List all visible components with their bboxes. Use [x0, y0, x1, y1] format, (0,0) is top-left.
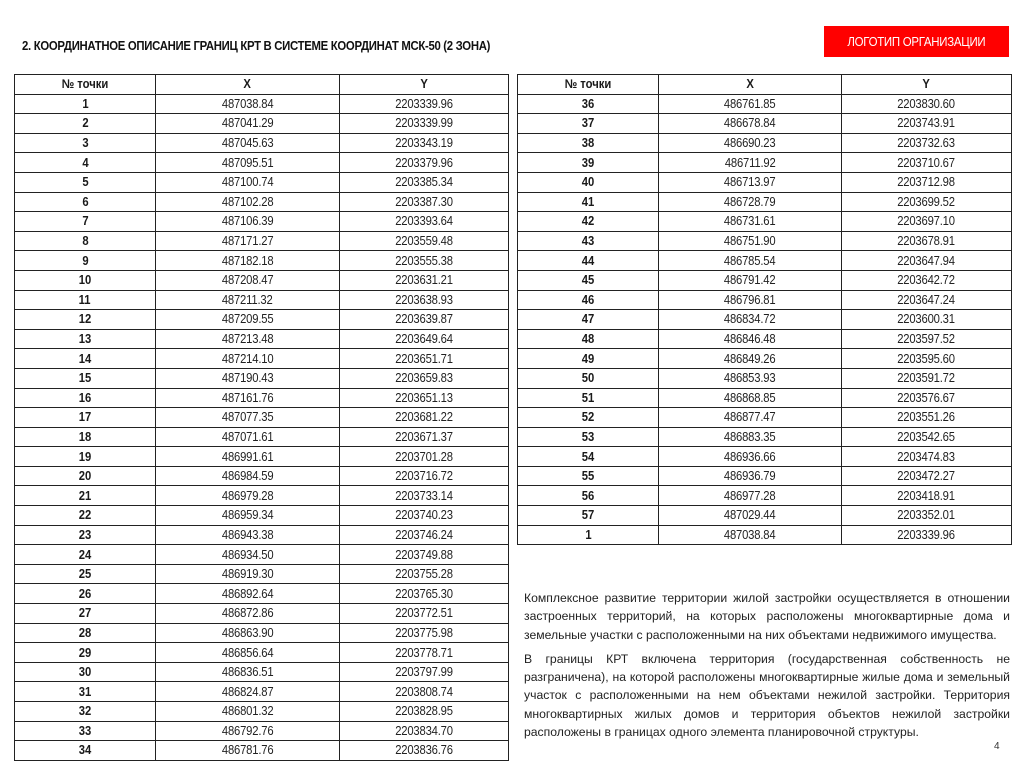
x-coordinate-cell: 486892.64: [156, 584, 340, 604]
x-coordinate-cell: 486761.85: [659, 94, 842, 114]
x-coordinate-cell: 487182.18: [156, 251, 340, 271]
y-coordinate-cell: 2203638.93: [340, 290, 509, 310]
x-coordinate-cell: 486846.48: [659, 329, 842, 349]
x-coordinate-cell: 487190.43: [156, 368, 340, 388]
x-coordinate-cell: 486936.79: [659, 466, 842, 486]
point-number-cell: 55: [518, 466, 659, 486]
table-row: [15, 466, 509, 486]
x-coordinate-cell: 487100.74: [156, 172, 340, 192]
y-coordinate-cell: 2203836.76: [340, 741, 509, 761]
table-row: [15, 270, 509, 290]
x-coordinate-cell: 487071.61: [156, 427, 340, 447]
table-row: [518, 231, 1012, 251]
point-number-cell: 15: [15, 368, 156, 388]
x-coordinate-cell: 486943.38: [156, 525, 340, 545]
y-coordinate-cell: 2203555.38: [340, 251, 509, 271]
point-number-cell: 22: [15, 506, 156, 526]
y-coordinate-cell: 2203712.98: [842, 172, 1012, 192]
x-coordinate-cell: 487209.55: [156, 310, 340, 330]
point-number-cell: 38: [518, 133, 659, 153]
point-number-cell: 39: [518, 153, 659, 173]
y-coordinate-cell: 2203755.28: [340, 564, 509, 584]
table-row: [15, 682, 509, 702]
table-row: [15, 584, 509, 604]
table-row: [15, 329, 509, 349]
x-coordinate-cell: 486979.28: [156, 486, 340, 506]
x-coordinate-cell: 487077.35: [156, 408, 340, 428]
x-coordinate-cell: 486853.93: [659, 368, 842, 388]
y-coordinate-cell: 2203830.60: [842, 94, 1012, 114]
y-coordinate-cell: 2203699.52: [842, 192, 1012, 212]
y-coordinate-cell: 2203749.88: [340, 545, 509, 565]
table-row: [15, 564, 509, 584]
x-coordinate-cell: 486801.32: [156, 702, 340, 722]
x-coordinate-cell: 486713.97: [659, 172, 842, 192]
column-header-point-number: № точки: [518, 75, 659, 95]
y-coordinate-cell: 2203339.96: [340, 94, 509, 114]
point-number-cell: 18: [15, 427, 156, 447]
point-number-cell: 25: [15, 564, 156, 584]
point-number-cell: 1: [15, 94, 156, 114]
table-row: [518, 192, 1012, 212]
y-coordinate-cell: 2203671.37: [340, 427, 509, 447]
point-number-cell: 9: [15, 251, 156, 271]
x-coordinate-cell: 487095.51: [156, 153, 340, 173]
x-coordinate-cell: 486883.35: [659, 427, 842, 447]
point-number-cell: 48: [518, 329, 659, 349]
table-row: [15, 368, 509, 388]
y-coordinate-cell: 2203678.91: [842, 231, 1012, 251]
table-row: [518, 310, 1012, 330]
y-coordinate-cell: 2203639.87: [340, 310, 509, 330]
x-coordinate-cell: 486936.66: [659, 447, 842, 467]
y-coordinate-cell: 2203418.91: [842, 486, 1012, 506]
point-number-cell: 20: [15, 466, 156, 486]
y-coordinate-cell: 2203343.19: [340, 133, 509, 153]
y-coordinate-cell: 2203597.52: [842, 329, 1012, 349]
table-row: [15, 212, 509, 232]
point-number-cell: 34: [15, 741, 156, 761]
point-number-cell: 3: [15, 133, 156, 153]
table-row: [15, 172, 509, 192]
y-coordinate-cell: 2203808.74: [340, 682, 509, 702]
point-number-cell: 8: [15, 231, 156, 251]
y-coordinate-cell: 2203659.83: [340, 368, 509, 388]
organization-logo-placeholder: [824, 26, 1009, 57]
table-row: [15, 114, 509, 134]
table-row: [15, 310, 509, 330]
y-coordinate-cell: 2203697.10: [842, 212, 1012, 232]
x-coordinate-cell: 486785.54: [659, 251, 842, 271]
y-coordinate-cell: 2203732.63: [842, 133, 1012, 153]
table-row: [518, 525, 1012, 545]
x-coordinate-cell: 486849.26: [659, 349, 842, 369]
x-coordinate-cell: 486877.47: [659, 408, 842, 428]
table-row: [518, 447, 1012, 467]
table-header-row: [15, 75, 509, 95]
y-coordinate-cell: 2203387.30: [340, 192, 509, 212]
y-coordinate-cell: 2203765.30: [340, 584, 509, 604]
y-coordinate-cell: 2203647.24: [842, 290, 1012, 310]
table-row: [518, 506, 1012, 526]
table-row: [518, 388, 1012, 408]
point-number-cell: 54: [518, 447, 659, 467]
point-number-cell: 45: [518, 270, 659, 290]
x-coordinate-cell: 486751.90: [659, 231, 842, 251]
point-number-cell: 4: [15, 153, 156, 173]
point-number-cell: 1: [518, 525, 659, 545]
y-coordinate-cell: 2203379.96: [340, 153, 509, 173]
point-number-cell: 5: [15, 172, 156, 192]
x-coordinate-cell: 486856.64: [156, 643, 340, 663]
y-coordinate-cell: 2203681.22: [340, 408, 509, 428]
point-number-cell: 17: [15, 408, 156, 428]
x-coordinate-cell: 486690.23: [659, 133, 842, 153]
y-coordinate-cell: 2203701.28: [340, 447, 509, 467]
table-row: [518, 153, 1012, 173]
table-row: [518, 290, 1012, 310]
page-number: 4: [994, 741, 1000, 752]
y-coordinate-cell: 2203743.91: [842, 114, 1012, 134]
point-number-cell: 37: [518, 114, 659, 134]
x-coordinate-cell: 487213.48: [156, 329, 340, 349]
x-coordinate-cell: 486678.84: [659, 114, 842, 134]
point-number-cell: 27: [15, 604, 156, 624]
table-row: [15, 290, 509, 310]
x-coordinate-cell: 486919.30: [156, 564, 340, 584]
point-number-cell: 52: [518, 408, 659, 428]
point-number-cell: 36: [518, 94, 659, 114]
point-number-cell: 50: [518, 368, 659, 388]
x-coordinate-cell: 487208.47: [156, 270, 340, 290]
x-coordinate-cell: 486959.34: [156, 506, 340, 526]
table-row: [15, 231, 509, 251]
table-row: [518, 114, 1012, 134]
table-row: [15, 349, 509, 369]
x-coordinate-cell: 487161.76: [156, 388, 340, 408]
y-coordinate-cell: 2203559.48: [340, 231, 509, 251]
description-paragraph-2: В границы КРТ включена территория (государственная собственность не разграничена), на которой расположены многоквартирные жилые дома и земельный участок с расположенными на нем объектами нежилой застройки. Территория многоквартирных жилых домов и территория объектов нежилой застройки расположены в границах одного элемента планировочной структуры.: [524, 651, 1010, 740]
table-row: [15, 623, 509, 643]
table-row: [15, 153, 509, 173]
x-coordinate-cell: 486991.61: [156, 447, 340, 467]
coordinates-table-left-body: [15, 94, 509, 760]
table-row: [15, 251, 509, 271]
table-row: [518, 94, 1012, 114]
x-coordinate-cell: 486984.59: [156, 466, 340, 486]
y-coordinate-cell: 2203576.67: [842, 388, 1012, 408]
y-coordinate-cell: 2203631.21: [340, 270, 509, 290]
table-row: [518, 349, 1012, 369]
table-row: [15, 447, 509, 467]
table-row: [518, 408, 1012, 428]
y-coordinate-cell: 2203710.67: [842, 153, 1012, 173]
y-coordinate-cell: 2203591.72: [842, 368, 1012, 388]
table-row: [15, 133, 509, 153]
x-coordinate-cell: 487045.63: [156, 133, 340, 153]
y-coordinate-cell: 2203740.23: [340, 506, 509, 526]
table-row: [518, 212, 1012, 232]
y-coordinate-cell: 2203775.98: [340, 623, 509, 643]
table-row: [15, 545, 509, 565]
x-coordinate-cell: 486868.85: [659, 388, 842, 408]
x-coordinate-cell: 486796.81: [659, 290, 842, 310]
coordinates-table-right: [517, 74, 1012, 545]
y-coordinate-cell: 2203828.95: [340, 702, 509, 722]
column-header-point-number: № точки: [15, 75, 156, 95]
point-number-cell: 43: [518, 231, 659, 251]
y-coordinate-cell: 2203393.64: [340, 212, 509, 232]
table-row: [15, 486, 509, 506]
x-coordinate-cell: 486791.42: [659, 270, 842, 290]
y-coordinate-cell: 2203385.34: [340, 172, 509, 192]
point-number-cell: 11: [15, 290, 156, 310]
table-row: [15, 427, 509, 447]
y-coordinate-cell: 2203551.26: [842, 408, 1012, 428]
logo-label: ЛОГОТИП ОРГАНИЗАЦИИ: [847, 34, 986, 49]
x-coordinate-cell: 487214.10: [156, 349, 340, 369]
y-coordinate-cell: 2203797.99: [340, 662, 509, 682]
point-number-cell: 31: [15, 682, 156, 702]
point-number-cell: 13: [15, 329, 156, 349]
x-coordinate-cell: 487106.39: [156, 212, 340, 232]
x-coordinate-cell: 486977.28: [659, 486, 842, 506]
table-row: [518, 427, 1012, 447]
point-number-cell: 47: [518, 310, 659, 330]
table-row: [518, 486, 1012, 506]
y-coordinate-cell: 2203647.94: [842, 251, 1012, 271]
point-number-cell: 33: [15, 721, 156, 741]
y-coordinate-cell: 2203352.01: [842, 506, 1012, 526]
y-coordinate-cell: 2203642.72: [842, 270, 1012, 290]
x-coordinate-cell: 486872.86: [156, 604, 340, 624]
table-row: [518, 368, 1012, 388]
point-number-cell: 57: [518, 506, 659, 526]
y-coordinate-cell: 2203649.64: [340, 329, 509, 349]
y-coordinate-cell: 2203733.14: [340, 486, 509, 506]
x-coordinate-cell: 487211.32: [156, 290, 340, 310]
point-number-cell: 49: [518, 349, 659, 369]
point-number-cell: 44: [518, 251, 659, 271]
point-number-cell: 28: [15, 623, 156, 643]
column-header-x: X: [659, 75, 842, 95]
point-number-cell: 19: [15, 447, 156, 467]
y-coordinate-cell: 2203651.71: [340, 349, 509, 369]
column-header-y: Y: [842, 75, 1012, 95]
description-text: [524, 589, 1010, 747]
table-row: [518, 172, 1012, 192]
point-number-cell: 6: [15, 192, 156, 212]
point-number-cell: 30: [15, 662, 156, 682]
y-coordinate-cell: 2203339.99: [340, 114, 509, 134]
table-row: [15, 192, 509, 212]
point-number-cell: 23: [15, 525, 156, 545]
table-row: [15, 741, 509, 761]
point-number-cell: 51: [518, 388, 659, 408]
table-row: [15, 721, 509, 741]
table-row: [15, 388, 509, 408]
y-coordinate-cell: 2203542.65: [842, 427, 1012, 447]
x-coordinate-cell: 487171.27: [156, 231, 340, 251]
table-row: [15, 643, 509, 663]
table-row: [15, 525, 509, 545]
x-coordinate-cell: 487102.28: [156, 192, 340, 212]
point-number-cell: 29: [15, 643, 156, 663]
point-number-cell: 16: [15, 388, 156, 408]
coordinates-table-right-body: [518, 94, 1012, 545]
x-coordinate-cell: 486863.90: [156, 623, 340, 643]
y-coordinate-cell: 2203600.31: [842, 310, 1012, 330]
table-row: [518, 270, 1012, 290]
y-coordinate-cell: 2203772.51: [340, 604, 509, 624]
point-number-cell: 42: [518, 212, 659, 232]
table-row: [15, 408, 509, 428]
point-number-cell: 21: [15, 486, 156, 506]
point-number-cell: 46: [518, 290, 659, 310]
x-coordinate-cell: 486711.92: [659, 153, 842, 173]
point-number-cell: 7: [15, 212, 156, 232]
x-coordinate-cell: 486781.76: [156, 741, 340, 761]
y-coordinate-cell: 2203716.72: [340, 466, 509, 486]
point-number-cell: 10: [15, 270, 156, 290]
coordinates-table-left: [14, 74, 509, 761]
x-coordinate-cell: 487038.84: [156, 94, 340, 114]
x-coordinate-cell: 487029.44: [659, 506, 842, 526]
description-paragraph-1: Комплексное развитие территории жилой застройки осуществляется в отношении застроенных территорий, на которых расположены многоквартирные дома и земельные участки с расположенными на них объектами недвижимого имущества.: [524, 591, 1010, 642]
table-row: [518, 133, 1012, 153]
point-number-cell: 14: [15, 349, 156, 369]
x-coordinate-cell: 486834.72: [659, 310, 842, 330]
y-coordinate-cell: 2203651.13: [340, 388, 509, 408]
column-header-x: X: [156, 75, 340, 95]
column-header-y: Y: [340, 75, 509, 95]
x-coordinate-cell: 487041.29: [156, 114, 340, 134]
point-number-cell: 41: [518, 192, 659, 212]
table-row: [15, 94, 509, 114]
x-coordinate-cell: 486792.76: [156, 721, 340, 741]
point-number-cell: 2: [15, 114, 156, 134]
x-coordinate-cell: 486824.87: [156, 682, 340, 702]
table-row: [15, 662, 509, 682]
table-row: [15, 506, 509, 526]
y-coordinate-cell: 2203834.70: [340, 721, 509, 741]
point-number-cell: 56: [518, 486, 659, 506]
y-coordinate-cell: 2203746.24: [340, 525, 509, 545]
table-row: [518, 329, 1012, 349]
y-coordinate-cell: 2203339.96: [842, 525, 1012, 545]
table-header-row: [518, 75, 1012, 95]
page-title: 2. КООРДИНАТНОЕ ОПИСАНИЕ ГРАНИЦ КРТ В СИСТЕМЕ КООРДИНАТ МСК-50 (2 ЗОНА): [22, 38, 491, 53]
table-row: [15, 702, 509, 722]
point-number-cell: 26: [15, 584, 156, 604]
y-coordinate-cell: 2203472.27: [842, 466, 1012, 486]
x-coordinate-cell: 486934.50: [156, 545, 340, 565]
table-row: [15, 604, 509, 624]
point-number-cell: 24: [15, 545, 156, 565]
table-row: [518, 466, 1012, 486]
point-number-cell: 12: [15, 310, 156, 330]
x-coordinate-cell: 486836.51: [156, 662, 340, 682]
point-number-cell: 53: [518, 427, 659, 447]
point-number-cell: 40: [518, 172, 659, 192]
point-number-cell: 32: [15, 702, 156, 722]
y-coordinate-cell: 2203474.83: [842, 447, 1012, 467]
x-coordinate-cell: 487038.84: [659, 525, 842, 545]
y-coordinate-cell: 2203778.71: [340, 643, 509, 663]
table-row: [518, 251, 1012, 271]
x-coordinate-cell: 486728.79: [659, 192, 842, 212]
y-coordinate-cell: 2203595.60: [842, 349, 1012, 369]
x-coordinate-cell: 486731.61: [659, 212, 842, 232]
